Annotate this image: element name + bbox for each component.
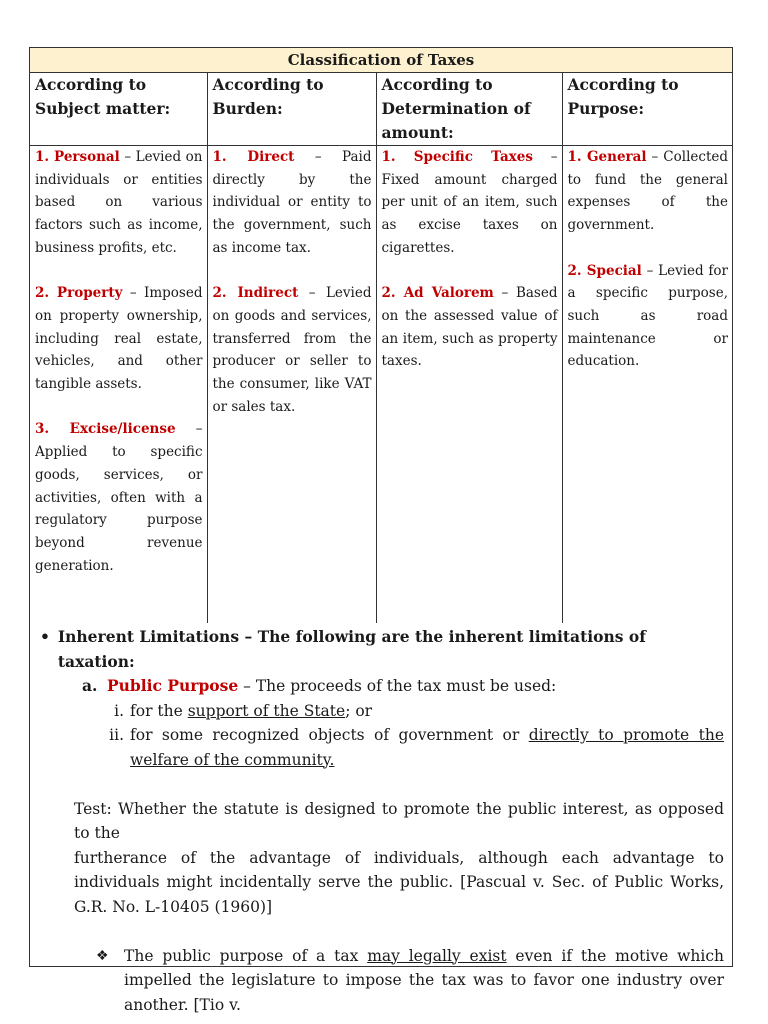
entry-property bbox=[35, 282, 203, 396]
desc-personal: – Levied on individuals or entities based on various factors such as income, business profits, etc. bbox=[35, 149, 203, 256]
desc-specific: – Fixed amount charged per unit of an item, such as excise taxes on cigarettes. bbox=[381, 149, 558, 256]
entry-general bbox=[568, 146, 729, 237]
term-public-purpose: Public Purpose bbox=[107, 676, 239, 695]
term-personal: 1. Personal bbox=[35, 149, 120, 165]
sub-i-marker: i. bbox=[114, 701, 124, 720]
entry-indirect bbox=[213, 282, 372, 418]
test-line-1: Test: Whether the statute is designed to promote the public interest, as opposed to the bbox=[74, 799, 724, 842]
header-purpose: According to Purpose: bbox=[562, 73, 732, 146]
bullet-marker: • bbox=[40, 627, 50, 646]
entry-personal bbox=[35, 146, 203, 260]
sub-ii-marker: ii. bbox=[109, 726, 124, 744]
desc-direct: – Paid directly by the individual or entity to the government, such as income tax. bbox=[212, 149, 372, 256]
sub-item-ii bbox=[36, 723, 724, 772]
term-general: 1. General bbox=[567, 149, 647, 165]
sub-i-post: ; or bbox=[345, 701, 373, 720]
term-direct: 1. Direct bbox=[212, 149, 295, 165]
desc-special: – Levied for a specific purpose, such as road maintenance or education. bbox=[567, 262, 729, 370]
column-purpose bbox=[562, 146, 732, 624]
entry-special bbox=[568, 260, 729, 374]
header-subject-matter: According to Subject matter: bbox=[30, 73, 207, 146]
test-line-2: furtherance of the advantage of individuals, although each advantage to individuals might incidentally serve the public. [Pascual v. Sec. of Public Works, G.R. No. L-10405 (1960)] bbox=[74, 848, 724, 916]
entry-ad-valorem bbox=[382, 282, 558, 373]
sub-i-underlined: support of the State bbox=[187, 701, 346, 720]
term-indirect: 2. Indirect bbox=[212, 285, 299, 302]
limitations-section bbox=[30, 623, 732, 1017]
table-title: Classification of Taxes bbox=[30, 48, 732, 73]
sub-ii-underlined: directly to promote the welfare of the community. bbox=[130, 726, 724, 769]
note-underlined: may legally exist bbox=[367, 946, 507, 965]
entry-excise bbox=[35, 418, 203, 577]
entry-specific bbox=[382, 146, 558, 260]
item-a-marker: a. bbox=[82, 676, 98, 695]
term-excise: 3. Excise/license bbox=[35, 421, 176, 438]
limitations-heading-text: Inherent Limitations – The following are the inherent limitations of taxation: bbox=[57, 627, 646, 671]
desc-indirect: – Levied on goods and services, transferred from the producer or seller to the consumer, like VAT or sales tax. bbox=[212, 285, 372, 415]
public-purpose-text: – The proceeds of the tax must be used: bbox=[238, 677, 557, 695]
column-determination bbox=[376, 146, 562, 624]
header-burden: According to Burden: bbox=[207, 73, 376, 146]
term-ad-valorem: 2. Ad Valorem bbox=[381, 285, 494, 302]
term-special: 2. Special bbox=[567, 262, 642, 279]
note-post: even if the motive which impelled the legislature to impose the tax was to favor one industry over another. [Tio v. bbox=[124, 946, 724, 1014]
column-burden bbox=[207, 146, 376, 624]
diamond-bullet-icon: ❖ bbox=[96, 947, 109, 964]
test-paragraph bbox=[36, 797, 724, 920]
limitations-heading bbox=[36, 625, 724, 674]
entry-direct bbox=[213, 146, 372, 260]
sub-ii-pre: for some recognized objects of government or bbox=[130, 726, 529, 744]
desc-excise: – Applied to specific goods, services, or activities, often with a regulatory purpose beyond revenue generation. bbox=[35, 421, 203, 574]
note-pre: The public purpose of a tax bbox=[124, 946, 368, 965]
item-public-purpose bbox=[36, 674, 724, 699]
header-determination: According to Determination of amount: bbox=[376, 73, 562, 146]
term-specific: 1. Specific Taxes bbox=[381, 149, 533, 165]
column-subject-matter bbox=[30, 146, 207, 624]
desc-general: – Collected to fund the general expenses of the government. bbox=[567, 149, 728, 234]
desc-property: – Imposed on property ownership, including real estate, vehicles, and other tangible assets. bbox=[35, 285, 203, 393]
classification-table bbox=[30, 73, 732, 623]
desc-ad-valorem: – Based on the assessed value of an item, such as property taxes. bbox=[381, 285, 558, 370]
sub-i-pre: for the bbox=[130, 701, 188, 720]
term-property: 2. Property bbox=[35, 285, 123, 302]
sub-item-i bbox=[36, 699, 724, 724]
note-item bbox=[36, 944, 724, 1018]
document-page bbox=[29, 47, 733, 1014]
